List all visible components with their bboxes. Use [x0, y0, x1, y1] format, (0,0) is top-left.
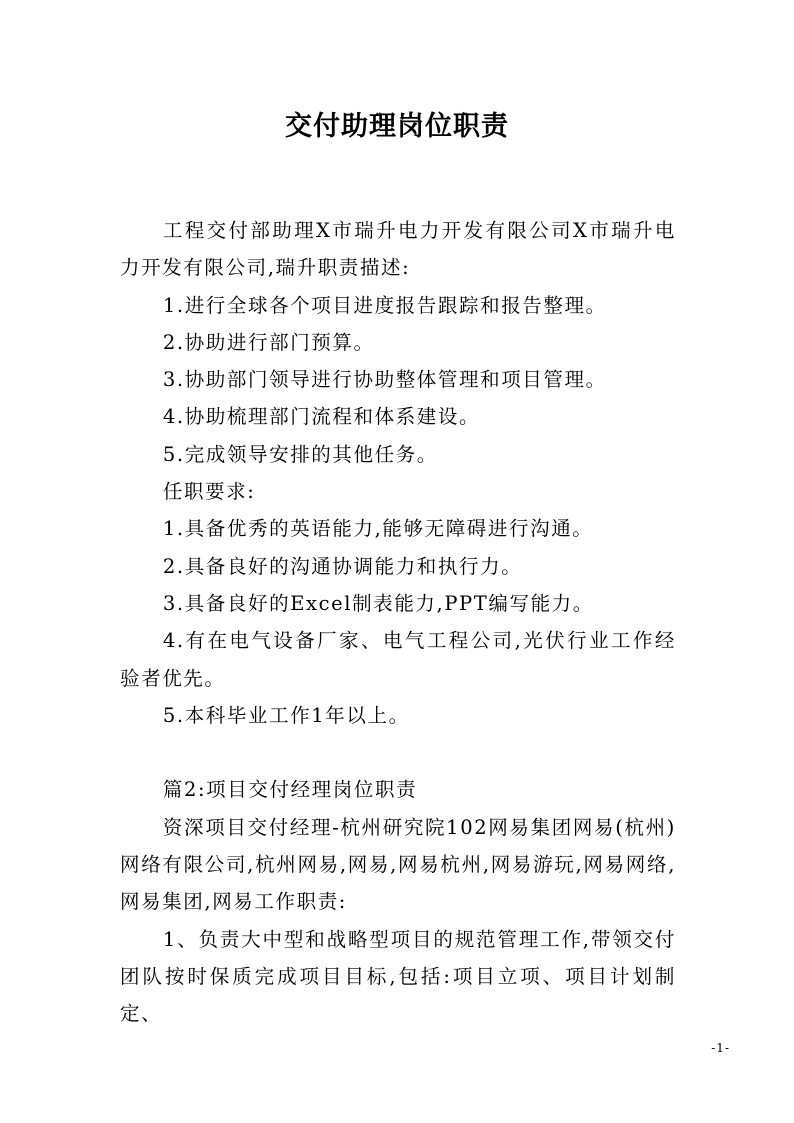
section-2-heading: 篇2:项目交付经理岗位职责	[162, 778, 418, 802]
paragraph-section-2-duty-1: 1、负责大中型和战略型项目的规范管理工作,带领交付团队按时保质完成项目目标,包括:项目立项、项目计划制定、	[120, 927, 676, 1026]
paragraph-section-2-intro: 资深项目交付经理-杭州研究院102网易集团网易(杭州)网络有限公司,杭州网易,网易,网易杭州,网易游玩,网易网络,网易集团,网易工作职责:	[120, 815, 676, 914]
paragraph-intro: 工程交付部助理X市瑞升电力开发有限公司X市瑞升电力开发有限公司,瑞升职责描述:	[120, 219, 676, 280]
paragraph-requirement-2: 2.具备良好的沟通协调能力和执行力。	[162, 554, 523, 578]
blank-line	[120, 734, 676, 771]
paragraph-duty-3: 3.协助部门领导进行协助整体管理和项目管理。	[162, 368, 607, 392]
page-number: -1-	[711, 1041, 730, 1055]
paragraph-duty-4: 4.协助梳理部门流程和体系建设。	[162, 405, 481, 429]
document-title: 交付助理岗位职责	[285, 111, 509, 142]
paragraph-requirement-1: 1.具备优秀的英语能力,能够无障碍进行沟通。	[162, 517, 594, 541]
paragraph-requirement-3: 3.具备良好的Excel制表能力,PPT编写能力。	[162, 591, 594, 615]
paragraph-requirement-5: 5.本科毕业工作1年以上。	[162, 703, 410, 727]
document-body	[120, 212, 676, 1033]
paragraph-requirement-4: 4.有在电气设备厂家、电气工程公司,光伏行业工作经验者优先。	[120, 629, 676, 690]
paragraph-requirements-heading: 任职要求:	[162, 480, 256, 504]
paragraph-duty-2: 2.协助进行部门预算。	[162, 330, 375, 354]
paragraph-duty-5: 5.完成领导安排的其他任务。	[162, 442, 438, 466]
paragraph-duty-1: 1.进行全球各个项目进度报告跟踪和报告整理。	[162, 293, 607, 317]
